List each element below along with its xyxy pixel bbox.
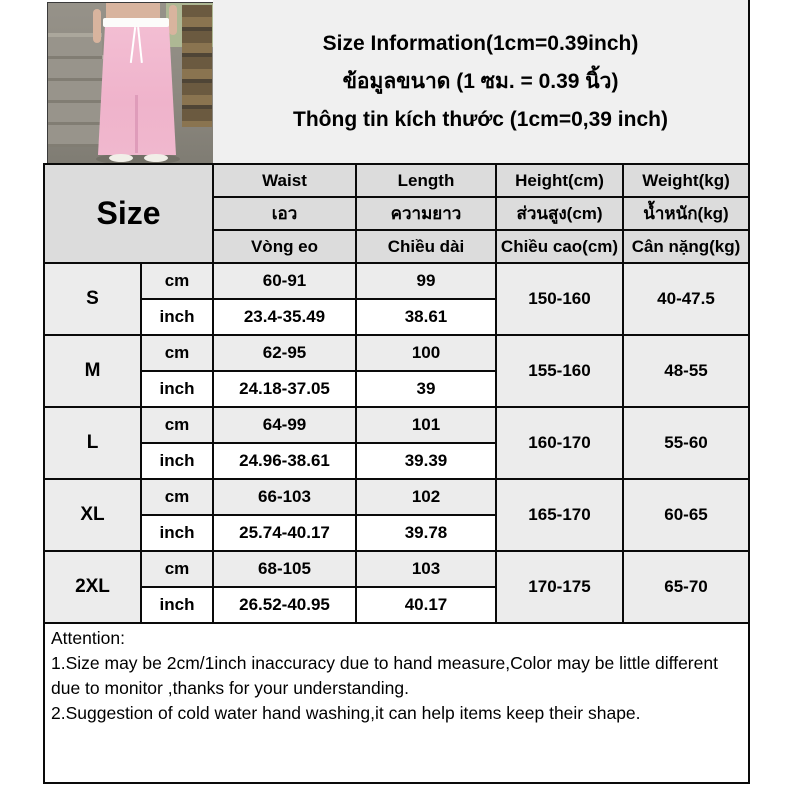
waist-inch-value: 24.18-37.05 — [213, 371, 356, 407]
photo-shoe — [144, 154, 168, 162]
table-row — [44, 263, 749, 299]
size-label-xl: XL — [44, 479, 141, 551]
length-cm-value: 103 — [356, 551, 496, 587]
header-row-english — [44, 164, 749, 197]
weight-value: 40-47.5 — [623, 263, 749, 335]
photo-model-arm — [169, 5, 177, 35]
content-area — [43, 163, 750, 784]
height-value: 165-170 — [496, 479, 623, 551]
weight-value: 55-60 — [623, 407, 749, 479]
length-cm-value: 101 — [356, 407, 496, 443]
size-header: Size — [44, 164, 213, 263]
attention-heading: Attention: — [51, 628, 125, 648]
table-row — [44, 479, 749, 515]
length-cm-value: 99 — [356, 263, 496, 299]
column-header-height: Height(cm) — [496, 164, 623, 197]
attention-note-2: 2.Suggestion of cold water hand washing,it can help items keep their shape. — [51, 702, 641, 723]
weight-value: 60-65 — [623, 479, 749, 551]
photo-waistband — [103, 18, 169, 27]
waist-inch-value: 23.4-35.49 — [213, 299, 356, 335]
weight-value: 65-70 — [623, 551, 749, 623]
column-header-weight-vi: Cân nặng(kg) — [623, 230, 749, 263]
waist-cm-value: 66-103 — [213, 479, 356, 515]
length-cm-value: 102 — [356, 479, 496, 515]
table-row — [44, 407, 749, 443]
photo-model-arm — [93, 9, 101, 43]
attention-box — [43, 622, 750, 784]
size-label-2xl: 2XL — [44, 551, 141, 623]
column-header-length-th: ความยาว — [356, 197, 496, 230]
column-header-height-vi: Chiều cao(cm) — [496, 230, 623, 263]
unit-inch: inch — [141, 299, 213, 335]
column-header-waist-th: เอว — [213, 197, 356, 230]
title-block — [213, 0, 750, 163]
size-label-s: S — [44, 263, 141, 335]
column-header-waist: Waist — [213, 164, 356, 197]
waist-cm-value: 68-105 — [213, 551, 356, 587]
waist-inch-value: 25.74-40.17 — [213, 515, 356, 551]
unit-inch: inch — [141, 371, 213, 407]
column-header-weight-th: น้ำหนัก(kg) — [623, 197, 749, 230]
photo-shoe — [109, 154, 133, 162]
waist-cm-value: 62-95 — [213, 335, 356, 371]
unit-cm: cm — [141, 263, 213, 299]
unit-cm: cm — [141, 407, 213, 443]
length-inch-value: 38.61 — [356, 299, 496, 335]
attention-note-1: 1.Size may be 2cm/1inch inaccuracy due to hand measure,Color may be little different due to monitor ,thanks for your understanding. — [51, 652, 718, 698]
height-value: 170-175 — [496, 551, 623, 623]
title-line-vietnamese: Thông tin kích thước (1cm=0,39 inch) — [293, 107, 668, 131]
waist-cm-value: 64-99 — [213, 407, 356, 443]
waist-inch-value: 26.52-40.95 — [213, 587, 356, 623]
title-line-thai: ข้อมูลขนาด (1 ซม. = 0.39 นิ้ว) — [342, 69, 619, 93]
unit-inch: inch — [141, 587, 213, 623]
column-header-waist-vi: Vòng eo — [213, 230, 356, 263]
unit-inch: inch — [141, 443, 213, 479]
height-value: 150-160 — [496, 263, 623, 335]
height-value: 160-170 — [496, 407, 623, 479]
unit-cm: cm — [141, 551, 213, 587]
unit-cm: cm — [141, 335, 213, 371]
weight-value: 48-55 — [623, 335, 749, 407]
size-label-l: L — [44, 407, 141, 479]
length-inch-value: 39 — [356, 371, 496, 407]
length-inch-value: 40.17 — [356, 587, 496, 623]
length-cm-value: 100 — [356, 335, 496, 371]
height-value: 155-160 — [496, 335, 623, 407]
unit-inch: inch — [141, 515, 213, 551]
table-row — [44, 335, 749, 371]
table-row — [44, 551, 749, 587]
waist-cm-value: 60-91 — [213, 263, 356, 299]
photo-pants-seam — [135, 95, 138, 153]
size-table — [43, 163, 750, 624]
photo-furniture — [182, 5, 212, 127]
size-label-m: M — [44, 335, 141, 407]
column-header-length: Length — [356, 164, 496, 197]
length-inch-value: 39.78 — [356, 515, 496, 551]
column-header-height-th: ส่วนสูง(cm) — [496, 197, 623, 230]
waist-inch-value: 24.96-38.61 — [213, 443, 356, 479]
product-photo — [47, 2, 215, 165]
unit-cm: cm — [141, 479, 213, 515]
column-header-weight: Weight(kg) — [623, 164, 749, 197]
length-inch-value: 39.39 — [356, 443, 496, 479]
column-header-length-vi: Chiều dài — [356, 230, 496, 263]
title-line-english: Size Information(1cm=0.39inch) — [322, 31, 639, 55]
